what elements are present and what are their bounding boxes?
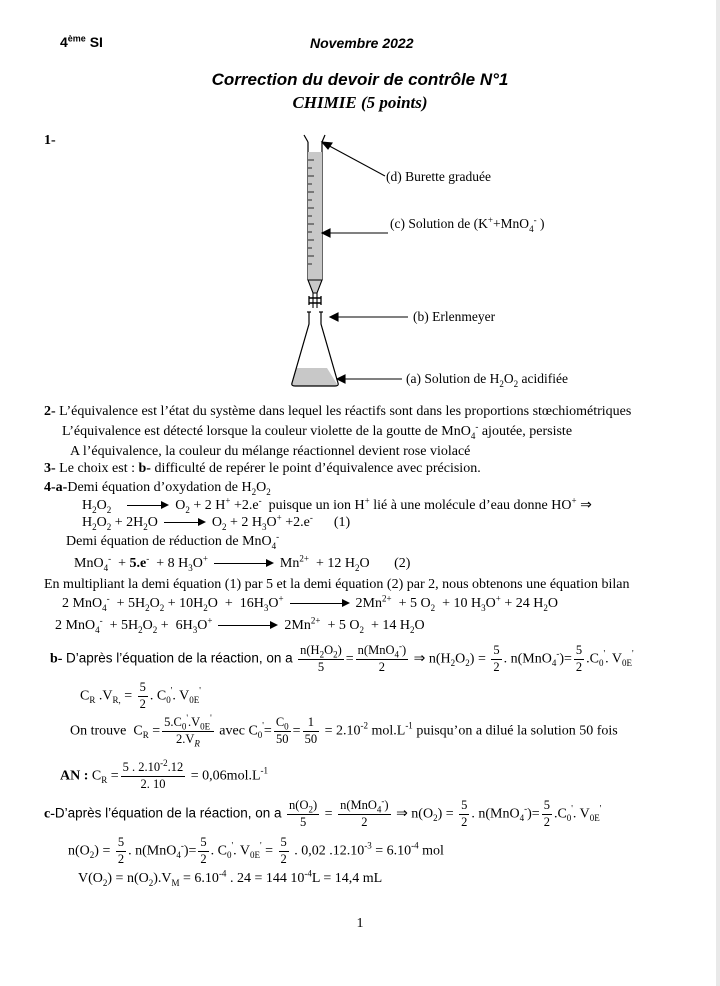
bilan-equation-b: 2 $MnO_4^- + 5H_2O_2 + 6H_3O^+$ $2Mn^{2+} + 5$ $O_2 + 14$ $H_2O$ (55, 615, 425, 635)
class-level: 4ème SI (60, 33, 103, 50)
reduction-equation: MnO$_4$- + 5.e- + 8 $H_3O^+$ $Mn^{2+} + 12$ $H_2O$ (2) (74, 553, 411, 573)
titrant-label: (c) Solution de (K++MnO$_4$- ) (390, 215, 545, 234)
q4a-title: 4-a-Demi équation d’oxydation de $H_2O_2$ (44, 480, 271, 497)
q3-answer: 3- Le choix est : b- difficulté de repérer le point d’équivalence avec précision. (44, 461, 481, 476)
page-title: Correction du devoir de contrôle N°1 (211, 70, 509, 89)
q1-number: 1- (44, 133, 56, 148)
page-subtitle: CHIMIE (5 points) (292, 93, 428, 112)
bilan-equation-a: 2 $MnO_4^- + 5H_2O_2 + 10H_2O + 16H_3O^+$ $2Mn^{2+} + 5$ $O_2 + 10$ $H_3O^+ + 24$ $H_2O$ (62, 593, 558, 613)
q2-line1: 2- L’équivalence est l’état du système dans lequel les réactifs sont dans les proportions stœchiométriques (44, 404, 632, 419)
q4c-calculation: $n(O_2)$ = $\frac{5}{2}$ . n(MnO$_4$-)= $\frac{5}{2}$ . $C_0'$. $V_{0E}'$ = $\frac{5}{2}$ . 0,02 $.12.10^{-3} = 6.10^{-4}$ mol (68, 835, 444, 866)
page-edge (716, 0, 720, 986)
oxidation-equation-a: $H_2O_2$ $O_2 + 2$ H+ +2.e- puisque un ion H+ lié à une molécule d’eau donne HO+ ⇒ (82, 495, 592, 515)
reduction-title: Demi équation de réduction de MnO$_4$- (66, 531, 280, 551)
q4c-relation: c-D’après l’équation de la réaction, on a $\frac{n(O_2)}{5}$ = $\frac{n(MnO_4^-)}{2}$ ⇒ $n(O_2)$ = $\frac{5}{2}$ . n(MnO$_4$-)= $\frac{5}{2}$ $.C_0'$. $V_{0E}'$ (44, 795, 602, 829)
exam-date: Novembre 2022 (310, 35, 414, 51)
q4b-cr-expression: On trouve $C_R$ = $\frac{5.C_0'.V_{0E}'}{2.V_R}$ avec $C_0'=$ $\frac{C_0}{50}$ = $\frac{1}{50}$ = $2.10^{-2}$ $mol.L^{-1}$ puisqu’on a dilué la solution 50 fois (70, 712, 618, 749)
q4b-relation: b- D’après l’équation de la réaction, on a $\frac{n(H_2O_2)}{5}$ = $\frac{n(MnO_4^-)}{2}$ ⇒ $n(H_2O_2)$ = $\frac{5}{2}$ . n(MnO$_4$-)= $\frac{5}{2}$ $.C_0'$. $V_{0E}'$ (50, 640, 634, 674)
titration-diagram (280, 130, 600, 392)
q4b-numerical-result: AN : $C_R$ = $\frac{5 . 2.10^{-2}.12}{2. 10}$ = $0,06mol.L^{-1}$ (60, 757, 269, 791)
q4b-relation-cr: $C_R$ $.V_{R,}$ = $\frac{5}{2}$ . $C_0'$. $V_{0E}'$ (80, 680, 201, 711)
burette-label: (d) Burette graduée (386, 169, 491, 184)
q2-line2: L’équivalence est détecté lorsque la couleur violette de la goutte de MnO$_4$- ajoutée, persiste (62, 421, 573, 441)
burette (304, 135, 325, 308)
q4c-volume: $V(O_2) = n(O_2).V_M = 6.10^{-4}$ . 24 = 144 $10^{-4}L = 14,4$ mL (78, 868, 383, 888)
erlenmeyer-flask (292, 312, 338, 386)
solution-h2o2-label: (a) Solution de $H_2O_2$ acidifiée (406, 371, 568, 389)
erlenmeyer-label: (b) Erlenmeyer (413, 309, 496, 324)
oxidation-equation-b: $H_2O_2 + 2H_2O$ $O_2 + 2$ $H_3O^+ +2.e^-$ (1) (82, 512, 351, 532)
q2-line3: A l’équivalence, la couleur du mélange réactionnel devient rose violacé (70, 444, 471, 459)
page-number: 1 (356, 916, 364, 931)
multiply-text: En multipliant la demi équation (1) par 5 et la demi équation (2) par 2, nous obtenons une équation bilan (44, 577, 630, 592)
